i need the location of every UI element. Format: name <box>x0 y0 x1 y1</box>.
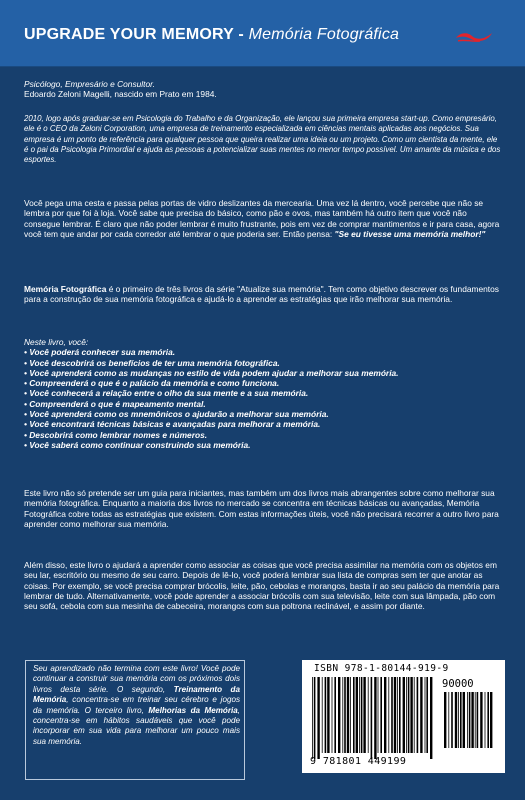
list-item: • Compreenderá o que é o palácio da memória e como funciona. <box>24 378 280 389</box>
note-text-2: , concentra-se em treinar seu cérebro e jogos da memória. O terceiro livro, <box>33 695 240 715</box>
author-credentials <box>24 79 502 100</box>
book-name: Memória Fotográfica <box>24 284 107 294</box>
barcode-bar <box>487 692 489 748</box>
author-name-line: Edoardo Zeloni Magelli, nascido em Prato em 1984. <box>24 89 217 100</box>
barcode-bar <box>475 692 476 748</box>
barcode-bar <box>384 677 386 753</box>
barcode-bar <box>332 677 333 753</box>
publisher-logo-icon <box>454 30 494 44</box>
barcode-bar <box>444 692 446 748</box>
barcode-digits: 9 781801 449199 <box>310 756 407 767</box>
barcode-bar <box>480 692 482 748</box>
barcode-bar <box>325 677 327 753</box>
cover-title <box>24 26 399 44</box>
book-text: é o primeiro de três livros da série "Atualize sua memória". Tem como objetivo descrever os fundamentos para a construção de sua memória fotográfica e ajudá-lo a aprender as estratégias que irão melhorar sua memória. <box>24 284 499 305</box>
barcode-bar <box>477 692 479 748</box>
header-band <box>0 0 525 67</box>
intro-text: Você pega uma cesta e passa pelas portas de vidro deslizantes da mercearia. Uma vez lá dentro, você percebe que não se lembra por que foi à loja. Você sabe que precisa do básico, como pão e ovos, mas também há outro item que você não consegue lembrar. É claro que não poder lembrar é muito frustrante, pois em vez de comprar mantimentos e ir para casa, agora você tem que andar por cada corredor até lembrar o que poderia ser. Então pensa: <box>24 198 500 239</box>
barcode-bar <box>406 677 407 753</box>
barcode-bar <box>359 677 360 753</box>
barcode-bar <box>353 677 355 753</box>
barcode-bar <box>361 677 363 753</box>
barcode-bar <box>469 692 471 748</box>
note-text-3: , concentra-se em hábitos saudáveis que você pode incorporar em sua vida para melhorar um pouco mais sua memória. <box>33 705 240 746</box>
barcode-bar <box>350 677 351 753</box>
guide-paragraph: Este livro não só pretende ser um guia para iniciantes, mas também um dos livros mais abrangentes sobre como melhorar sua memória fotográfica. Enquanto a maioria dos livros no mercado se concentra em técnicas básicas ou avançadas, Memória Fotográfica cobre todas as estratégias que existem. Com estas informações úteis, você não precisará recorrer a outro livro para aprender como melhorar sua memória. <box>24 488 499 529</box>
list-item: • Você aprenderá como os mnemônicos o ajudarão a melhorar sua memória. <box>24 409 329 420</box>
association-paragraph: Além disso, este livro o ajudará a aprender como associar as coisas que você precisa assimilar na memória com os objetos em seu lar, escritório ou mesmo de seu carro. Depois de lê-lo, você poderá lembrar sua lista de compras sem ter que anotar as coisas. Por exemplo, se você precisa comprar brócolis, leite, pão, cebolas e morangos, basta ir ao seu palácio da memória para lembrar de tudo. Alternativamente, você pode aprender a associar brócolis com sua televisão, leite com sua lâmpada, pão com seu sofá, cebola com sua mesinha de cabeceira, morangos com sua poltrona reclinável, e assim por diante. <box>24 560 500 612</box>
barcode-bar <box>371 677 373 759</box>
barcode-bar <box>490 692 492 748</box>
list-item: • Descobrirá como lembrar nomes e números. <box>24 429 208 440</box>
barcode-bar <box>380 677 382 753</box>
list-item: • Você descobrirá os benefícios de ter uma memória fotográfica. <box>24 357 280 368</box>
barcode-bar <box>363 677 365 753</box>
barcode-bar <box>327 677 329 753</box>
author-bio: 2010, logo após graduar-se em Psicologia do Trabalho e da Organização, ele lançou sua primeira empresa start-up. Como empresário, ele é o CEO da Zeloni Corporation, uma empresa de treinamento especializada em ciências mentais aplicadas aos negócios. Sua empresa é um ponto de referência para qualquer pessoa que queira realizar uma ideia ou um projeto. Como um cientista da mente, ele é o pai da Psicologia Primordial e ajuda as pessoas a potencializar suas mentes no menor tempo possível. Um amante da música e dos esportes. <box>24 114 501 165</box>
title-separator: - <box>233 26 249 43</box>
benefits-list <box>24 337 502 450</box>
barcode-bar <box>451 692 453 748</box>
barcode-bar <box>342 677 343 753</box>
barcode-bar <box>347 677 349 753</box>
barcode-bar <box>417 677 419 753</box>
addon-barcode <box>442 692 497 754</box>
barcode-bar <box>403 677 405 753</box>
intro-paragraph <box>24 198 502 239</box>
list-item: • Você conhecerá a relação entre o olho da sua mente e a sua memória. <box>24 388 309 399</box>
barcode-bar <box>420 677 422 753</box>
barcode-bar <box>430 677 432 759</box>
barcode-bar <box>485 692 486 748</box>
intro-quote: "Se eu tivesse uma memória melhor!" <box>334 228 486 239</box>
barcode-bar <box>338 677 340 753</box>
barcode-bar <box>458 692 459 748</box>
price-code: 90000 <box>442 678 474 690</box>
barcode-bar <box>426 677 428 753</box>
barcode-bar <box>334 677 336 753</box>
note-book-3: Melhorias da Memória <box>148 705 238 715</box>
barcode-bar <box>410 677 412 753</box>
barcode-bar <box>394 677 396 753</box>
barcode-bar <box>467 692 468 748</box>
barcode-bar <box>391 677 393 753</box>
barcode-bar <box>388 677 389 753</box>
author-role: Psicólogo, Empresário e Consultor. <box>24 79 155 89</box>
note-book-2: Treinamento da Memória <box>33 684 241 705</box>
list-item: • Você aprenderá como as mudanças no estilo de vida podem ajudar a melhorar sua memória. <box>24 367 399 378</box>
ean-barcode <box>310 677 435 759</box>
list-heading: Neste livro, você: <box>24 337 89 347</box>
barcode-bar <box>397 677 398 753</box>
barcode-bar <box>312 677 313 759</box>
note-text-1: Seu aprendizado não termina com este livro! Você pode continuar a construir sua memória com os próximos dois livros desta série. O segundo, <box>33 664 240 694</box>
barcode-bar <box>463 692 465 748</box>
title-subtitle: Memória Fotográfica <box>248 26 400 43</box>
barcode-bar <box>378 677 379 753</box>
barcode-bar <box>356 677 358 753</box>
barcode-bar <box>448 692 449 748</box>
list-item: • Você saberá como continuar construindo sua memória. <box>24 439 251 450</box>
barcode-bar <box>374 677 376 759</box>
list-item: • Você encontrará técnicas básicas e avançadas para melhorar a memória. <box>24 419 321 430</box>
barcode-bar <box>455 692 457 748</box>
barcode-bar <box>314 677 316 759</box>
barcode-bar <box>322 677 323 753</box>
barcode-bar <box>368 677 369 753</box>
book-paragraph <box>24 284 502 305</box>
barcode-bar <box>425 677 426 753</box>
list-item: • Compreenderá o que é mapeamento mental. <box>24 398 206 409</box>
title-main: UPGRADE YOUR MEMORY <box>24 26 234 43</box>
barcode-bar <box>471 692 473 748</box>
barcode-bar <box>399 677 401 753</box>
series-note-box <box>25 660 245 780</box>
barcode-bar <box>317 677 319 759</box>
barcode-bar <box>460 692 462 748</box>
isbn-label: ISBN 978-1-80144-919-9 <box>314 663 449 674</box>
barcode-bar <box>408 677 410 753</box>
barcode-bar <box>414 677 415 753</box>
barcode-bar <box>344 677 346 753</box>
barcode-box <box>302 660 505 773</box>
list-item: • Você poderá conhecer sua memória. <box>24 347 176 358</box>
